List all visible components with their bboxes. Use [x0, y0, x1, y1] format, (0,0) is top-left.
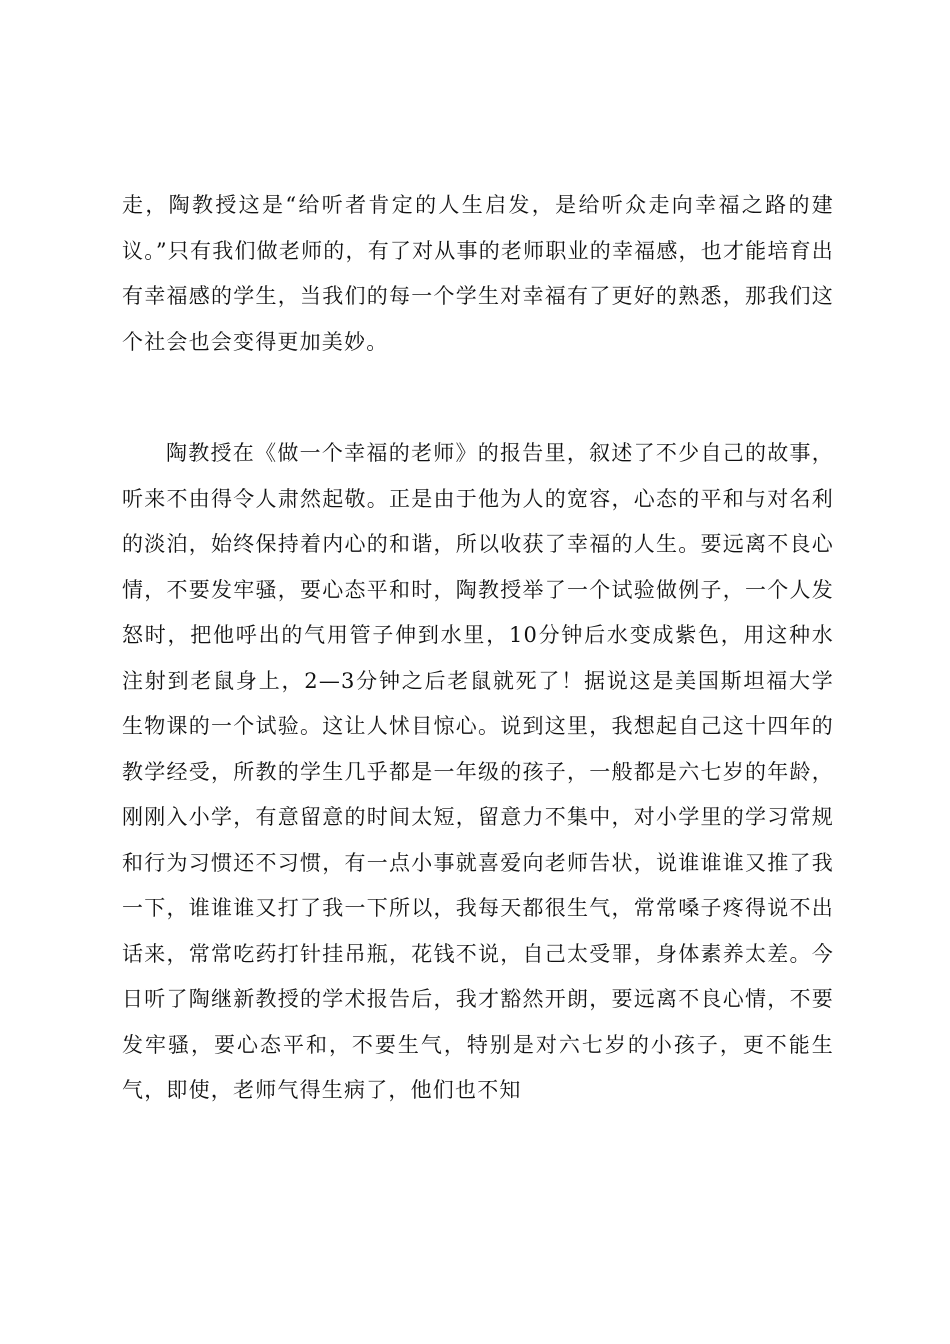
- paragraph-text: 走，陶教授这是“给听者肯定的人生启发，是给听众走向幸福之路的建议。”只有我们做老师的，有了对从事的老师职业的幸福感，也才能培育出有幸福感的学生，当我们的每一个学生对幸福有了更好的熟悉，那我们这个社会也会变得更加美妙。: [122, 193, 834, 354]
- paragraph-continuation: [122, 183, 834, 365]
- paragraph-main: [122, 431, 834, 1114]
- paragraph-text: 陶教授在《做一个幸福的老师》的报告里，叙述了不少自己的故事，听来不由得令人肃然起敬。正是由于他为人的宽容，心态的平和与对名利的淡泊，始终保持着内心的和谐，所以收获了幸福的人生。要远离不良心情，不要发牢骚，要心态平和时，陶教授举了一个试验做例子，一个人发怒时，把他呼出的气用管子伸到水里，10分钟后水变成紫色，用这种水注射到老鼠身上，2—3分钟之后老鼠就死了！据说这是美国斯坦福大学生物课的一个试验。这让人怵目惊心。说到这里，我想起自己这十四年的教学经受，所教的学生几乎都是一年级的孩子，一般都是六七岁的年龄，刚刚入小学，有意留意的时间太短，留意力不集中，对小学里的学习常规和行为习惯还不习惯，有一点小事就喜爱向老师告状，说谁谁谁又推了我一下，谁谁谁又打了我一下所以，我每天都很生气，常常嗓子疼得说不出话来，常常吃药打针挂吊瓶，花钱不说，自己太受罪，身体素养太差。今日听了陶继新教授的学术报告后，我才豁然开朗，要远离不良心情，不要发牢骚，要心态平和，不要生气，特别是对六七岁的小孩子，更不能生气，即使，老师气得生病了，他们也不知: [122, 441, 834, 1102]
